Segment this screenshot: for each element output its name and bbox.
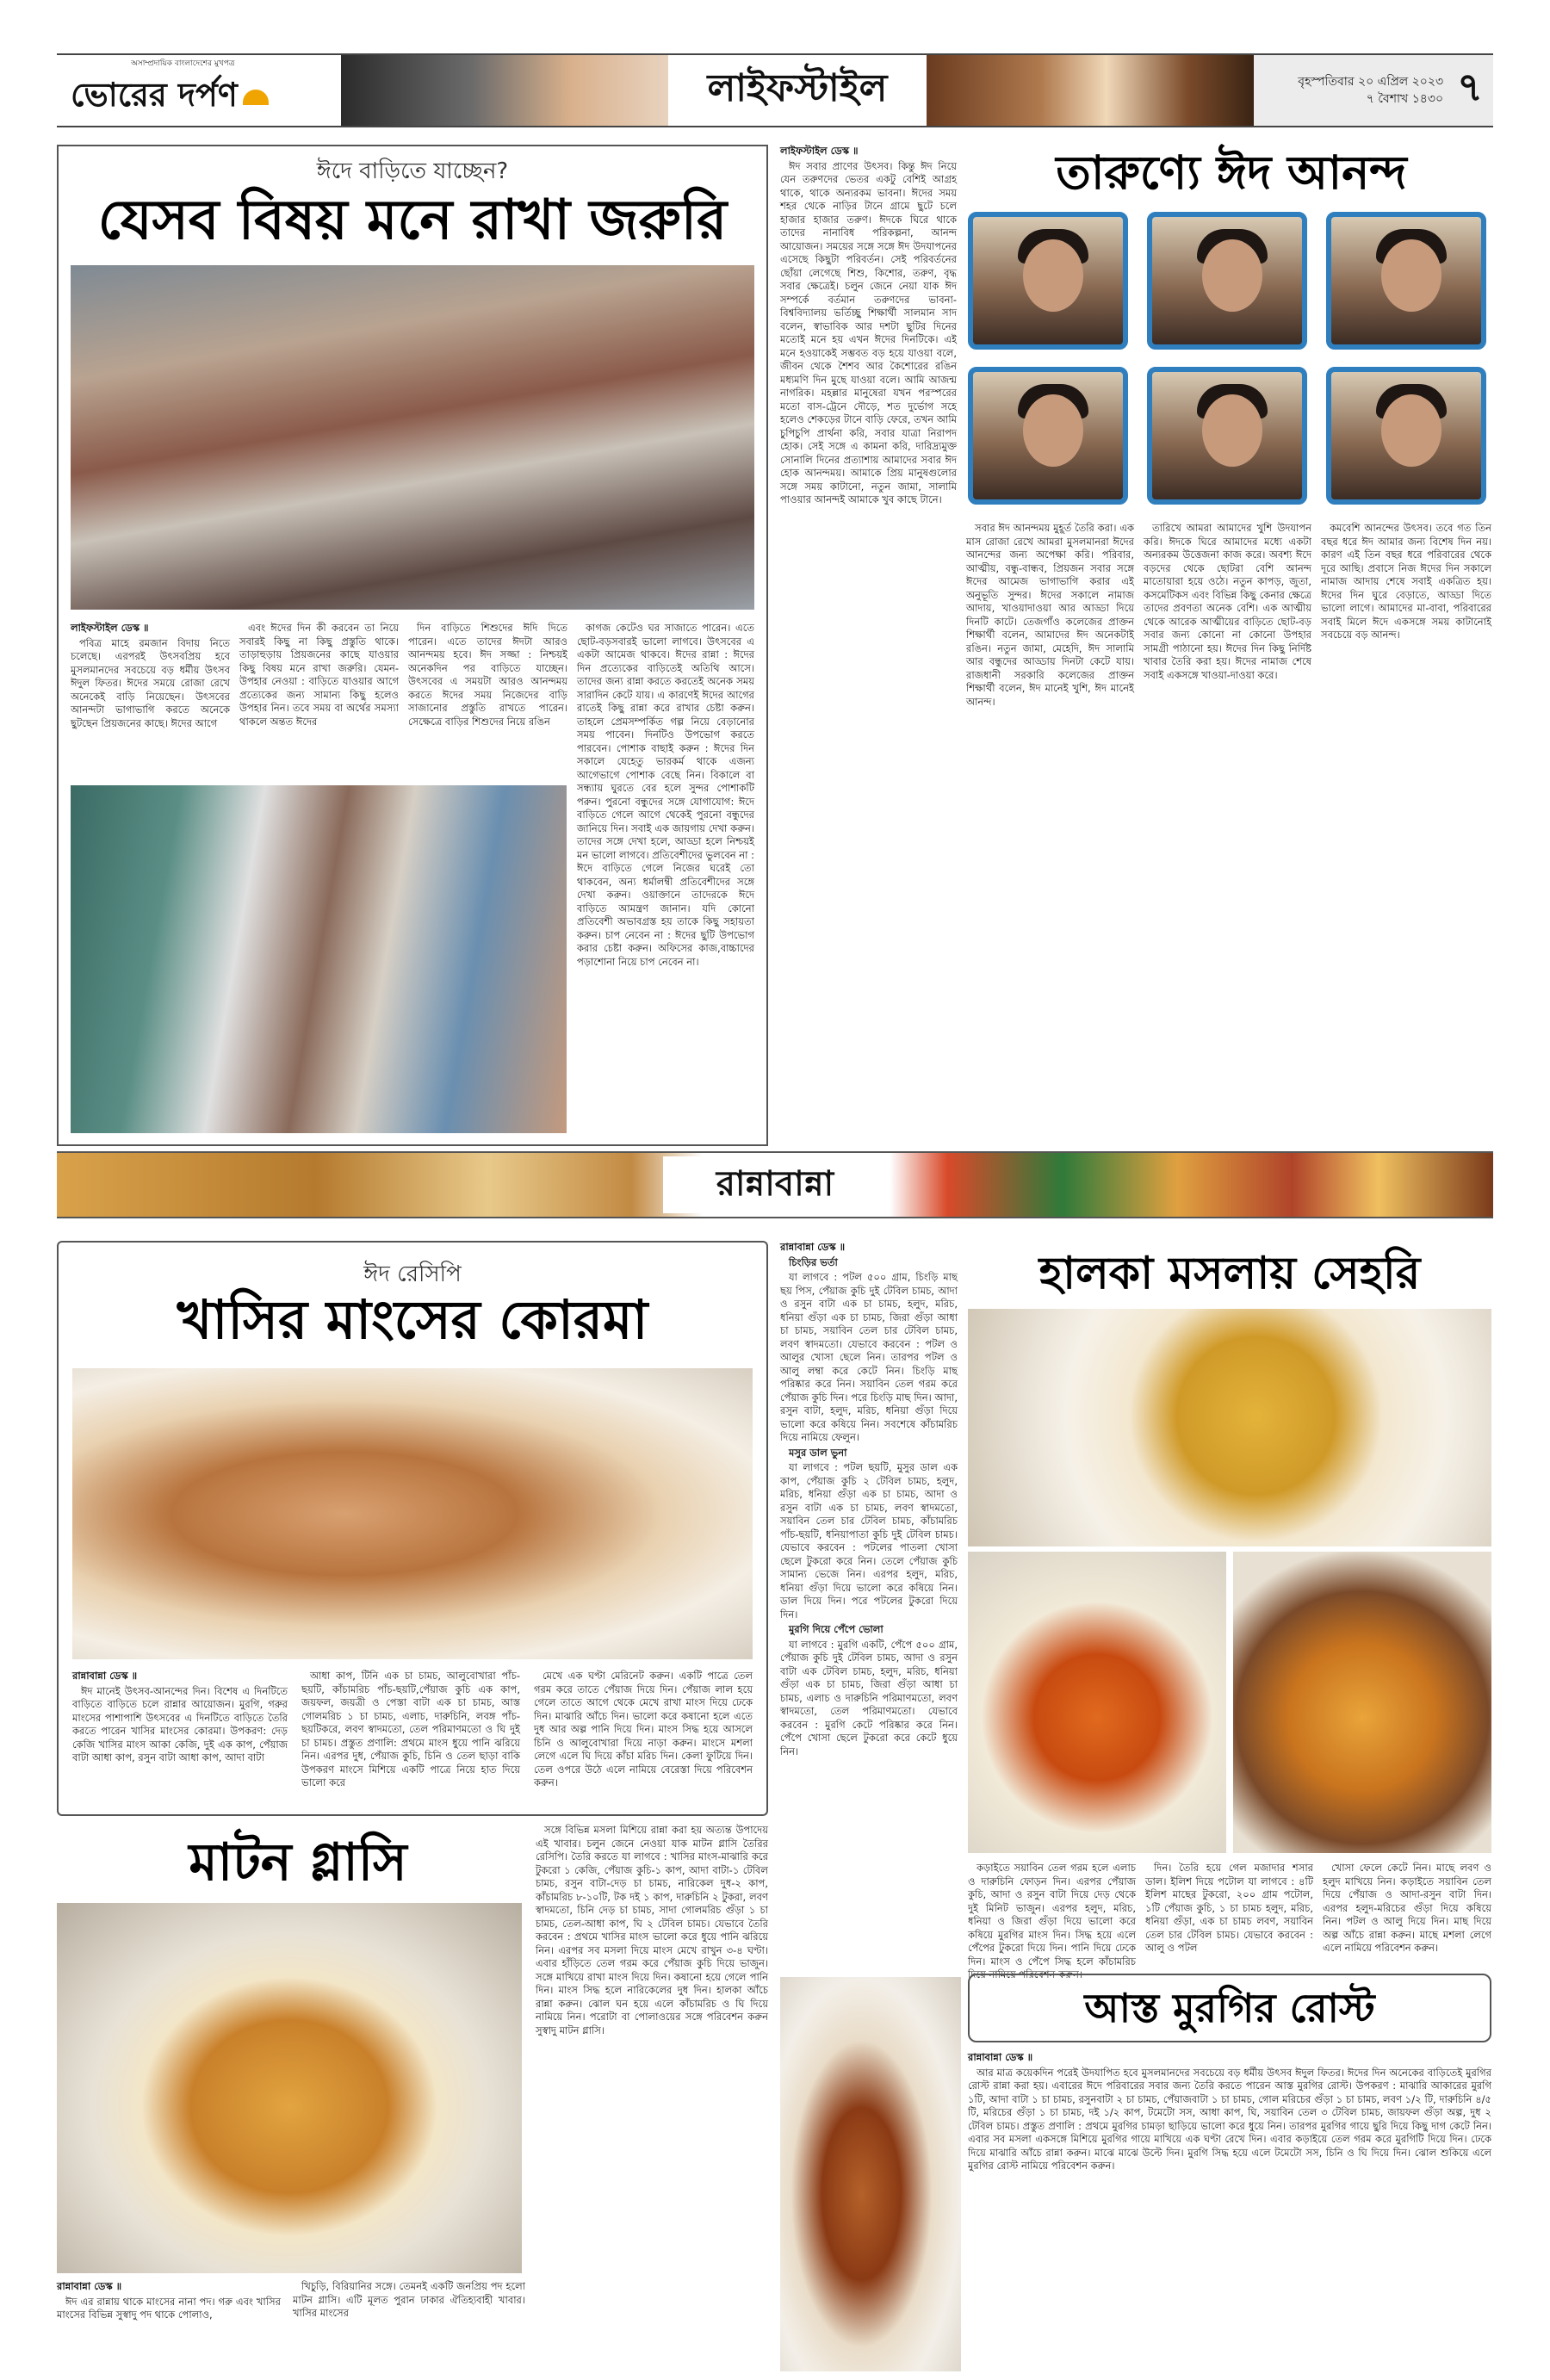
- recipe-text: খোসা ফেলে কেটে নিন। মাছে লবণ ও হলুদ মাখিয়ে নিন। কড়াইতে সয়াবিন তেল দিয়ে পেঁয়াজ ও আদা-রসুন বাটা দিন। এরপর হলুদ-মরিচের গুঁড়া দিয়ে কষিয়ে নিন। পটল ও আলু দিয়ে দিন। মাছ দিয়ে অল্প আঁচে রান্না করুন। মাছে মশলা লেগে এলে নামিয়ে পরিবেশন করুন।: [1323, 1862, 1491, 1954]
- portrait-photo: [968, 367, 1128, 505]
- recipe-headline-sehri: হালকা মসলায় সেহরি: [1038, 1247, 1421, 1299]
- article-column-1: [71, 622, 230, 777]
- date-bengali: ৭ বৈশাখ ১৪৩০: [1366, 92, 1444, 106]
- logo-tagline: অসাম্প্রদায়িক বাংলাদেশের মুখপত্র: [131, 59, 235, 68]
- sun-icon: [243, 90, 269, 105]
- recipe-mutton-column-2: [293, 2280, 525, 2371]
- article-text: সবার ঈদ আনন্দময় মুহূর্ত তৈরি করা। এক মাস রোজা রেখে আমরা মুসলমানরা ঈদের আনন্দের জন্য অপেক্ষা করি। পরিবার, আত্মীয়, বন্ধু-বান্ধব, প্রিয়জন সবার সঙ্গে ঈদের আমেজ ভাগাভাগি করার এই অনুভূতি সুন্দর। ঈদের সকালে নামাজ আদায়, খাওয়াদাওয়া আর আড্ডা দিয়ে দিনটি কাটে। তেজগাঁও কলেজের প্রাক্তন শিক্ষার্থী বলেন, আমাদের ঈদ অনেকটাই রঙিন। নতুন জামা, মেহেদি, ঈদ সালামি আর বন্ধুদের আড্ডায় দিনটা কেটে যায়। রাজধানী সরকারি কলেজের প্রাক্তন শিক্ষার্থী বলেন, ঈদ মানেই খুশি, ঈদ মানেই আনন্দ।: [966, 522, 1134, 708]
- recipe-text: আধা কাপ, টিনি এক চা চামচ, আলুবোখারা পাঁচ-ছয়টি, কাঁচামরিচ পাঁচ-ছয়টি,পেঁয়াজ কুচি এক কাপ, জয়ফল, জয়ত্রী ও পেস্তা বাটা এক চা চামচ, আস্ত গোলমরিচ ১ চা চামচ, এলাচ, দারুচিনি, লবঙ্গ পাঁচ-ছয়টিকরে, লবণ স্বাদমতো, তেল পরিমাণমতো ও ঘি দুই চা চামচ। প্রস্তুত প্রণালি: প্রথমে মাংস ধুয়ে পানি ঝরিয়ে নিন। এরপর দুধ, পেঁয়াজ কুচি, চিনি ও তেল ছাড়া বাকি উপকরণ মাংসে মিশিয়ে একটি পাত্রে নিয়ে হাত দিয়ে ভালো করে: [301, 1670, 520, 1788]
- recipe-subtitle: মুরগি দিয়ে পেঁপে ভোলা: [789, 1623, 884, 1635]
- photo-prawn-curry: [968, 1552, 1226, 1853]
- recipe-column-2: [301, 1670, 520, 1809]
- photo-train-station-crowd: [71, 265, 754, 610]
- recipe-byline: রান্নাবান্না ডেস্ক ॥: [72, 1670, 138, 1682]
- article-youth-eid-column-2: [966, 522, 1134, 1144]
- recipe-sehri-column-2: [1145, 1862, 1313, 1963]
- masthead: [57, 53, 1493, 127]
- recipe-column-middle: [780, 1241, 958, 1955]
- article-text: তারিখে আমরা আমাদের খুশি উদযাপন করি। ঈদকে ঘিরে আমাদের মধ্যে একটা অন্যরকম উত্তেজনা কাজ করে। অবশ্য ঈদে বড়দের থেকে ছোটরা বেশি আনন্দ মাতোয়ারা হয়ে ওঠে। নতুন কাপড়, জুতা, কসমেটিকস এবং বিভিন্ন কিছু কেনার ক্ষেত্রে তাদের প্রবণতা অনেক বেশি। এক আত্মীয় থেকে আরেক আত্মীয়ের বাড়িতে ছোট-বড় সবার জন্য কোনো না কোনো উপহার সামগ্রী পাঠানো হয়। ঈদের দিন কিছু নির্দিষ্ট খাবার তৈরি করা হয়। ঈদের নামাজ শেষে সবাই একসঙ্গে খাওয়া-দাওয়া করে।: [1144, 522, 1311, 681]
- recipe-text: সঙ্গে বিভিন্ন মসলা মিশিয়ে রান্না করা হয় অত্যন্ত উপাদেয় এই খাবার। চলুন জেনে নেওয়া যাক মাটন গ্লাসি তৈরির রেসিপি। তৈরি করতে যা লাগবে : খাসির মাংস-মাঝারি করে টুকরো ১ কেজি, পেঁয়াজ কুচি-১ কাপ, আদা বাটা-১ টেবিল চামচ, রসুন বাটা-দেড় চা চামচ, নারিকেল দুধ-২ কাপ, কাঁচামরিচ ৮-১০টি, টক দই ১ কাপ, দারুচিনি ২ টুকরা, লবণ স্বাদমতো, চিনি দেড় চা চামচ, সাদা গোলমরিচ গুঁড়া ১ চা চামচ, তেল-আধা কাপ, ঘি ২ টেবিল চামচ। যেভাবে তৈরি করবেন : প্রথমে খাসির মাংস ভালো করে ধুয়ে পানি ঝরিয়ে নিন। এরপর সব মসলা দিয়ে মাংস মেখে রাখুন ৩-৪ ঘণ্টা। এবার হাঁড়িতে তেল গরম করে পেঁয়াজ কুচি দিয়ে ভাজুন। সঙ্গে মাখিয়ে রাখা মাংস দিয়ে দিন। কষানো হয়ে গেলে পানি দিন। মাংস সিদ্ধ হলে নারিকেলের দুধ দিন। হালকা আঁচে রান্না করুন। ঝোল ঘন হয়ে এলে কাঁচামরিচ ও ঘি দিয়ে নামিয়ে নিন। পরোটা বা পোলাওয়ের সঙ্গে পরিবেশন করুন সুস্বাদু মাটন গ্লাসি।: [536, 1824, 768, 2036]
- recipe-mutton-column-1: [57, 2280, 281, 2371]
- portrait-photo: [1326, 212, 1486, 350]
- date-box: [1254, 55, 1493, 126]
- recipe-text: দিন। তৈরি হয়ে গেল মজাদার শসার ডাল। ইলিশ দিয়ে পটোল যা লাগবে : ৪টি ইলিশ মাছের টুকরো, ২০০ গ্রাম পটোল, ১টি পেঁয়াজ কুচি, ১ চা চামচ হলুদ, মরিচ, ধনিয়া গুঁড়া, এক চা চামচ লবণ, সয়াবিন তেল চার টেবিল চামচ। যেভাবে করবেন : আলু ও পটল: [1145, 1862, 1313, 1954]
- portrait-grid: [964, 210, 1491, 511]
- recipe-text: খিচুড়ি, বিরিয়ানির সঙ্গে। তেমনই একটি জনপ্রিয় পদ হলো মাটন গ্লাসি। এটি মূলত পুরান ঢাকার ঐতিহ্যবাহী খাবার। খাসির মাংসের: [293, 2280, 525, 2319]
- recipe-headline-box: [968, 1974, 1491, 2042]
- recipe-byline: রান্নাবান্না ডেস্ক ॥: [57, 2280, 122, 2292]
- section-title: লাইফস্টাইল: [668, 55, 927, 126]
- recipe-text: যা লাগবে : পটল ছয়টি, মুসুর ডাল এক কাপ, পেঁয়াজ কুচি ২ টেবিল চামচ, হলুদ, মরিচ, ধনিয়া গুঁড়া এক চা চামচ, আদা ও রসুন বাটা এক চা চামচ, লবণ স্বাদমতো, সয়াবিন তেল চার টেবিল চামচ, কাঁচামরিচ পাঁচ-ছয়টি, ধনিয়াপাতা কুচি দুই টেবিল চামচ। যেভাবে করবেন : পটলের পাতলা খোসা ছেলে টুকরো করে নিন। তেলে পেঁয়াজ কুচি সামান্য ভেজে নিন। এরপর হলুদ, মরিচ, ধনিয়া গুঁড়া দিয়ে ভালো করে কষিয়ে নিন। ডাল দিয়ে দিন। পরে পটলের টুকরো দিয়ে দিন।: [780, 1461, 958, 1621]
- article-text: কাগজ কেটেও ঘর সাজাতে পারেন। এতে ছোট-বড়সবারই ভালো লাগবে। উৎসবের এ একটা আমেজ থাকবে। ঈদের রান্না : ঈদের দিন প্রত্যেকের বাড়িতেই অতিথি আসে। তাদের জন্য রান্না করতে করতেই অনেক সময় সারাদিন কেটে যায়। এ কারণেই ঈদের আগের রাতেই কিছু রান্না করে রাখার চেষ্টা করুন। তাহলে প্রেমসম্পর্কিত গল্প নিয়ে বেড়ানোর সময় পাবেন। দিনটিও উপভোগ করতে পারবেন। পোশাক বাছাই করুন : ঈদের দিন সকালে যেহেতু ভারকর্ম থাকে এজন্য আগেভাগে পোশাক বেছে নিন। বিকালে বা সন্ধ্যায় ঘুরতে বের হলে সুন্দর পোশাকটি পরুন। পুরনো বন্ধুদের সঙ্গে যোগাযোগ: ঈদে বাড়িতে গেলে আগে থেকেই পুরনো বন্ধুদের জানিয়ে দিন। সবাই এক জায়গায় দেখা করুন। তাদের সঙ্গে দেখা হলে, আড্ডা হলে নিশ্চয়ই মন ভালো লাগবে। প্রতিবেশীদের ভুলবেন না : ঈদে বাড়িতে গেলে নিজের ঘরেই তো থাকবেন, অন্য ধর্মালম্বী প্রতিবেশীদের সঙ্গে দেখা করুন। ওয়াক্তানে তাদেরকে ঈদে বাড়িতে আমন্ত্রণ জানান। যদি কোনো প্রতিবেশী অভাবগ্রস্ত হয় তাকে কিছু সহায়তা করুন। চাপ নেবেন না : ঈদের ছুটি উপভোগ করার চেষ্টা করুন। অফিসের কাজ,বাচ্চাদের পড়াশোনা নিয়ে চাপ নেবেন না।: [577, 622, 754, 968]
- article-column-2: [239, 622, 399, 777]
- masthead-photo-right: [927, 55, 1254, 126]
- recipe-byline: রান্নাবান্না ডেস্ক ॥: [780, 1241, 846, 1253]
- recipe-text: যা লাগবে : মুরগি একটি, পেঁপে ৫০০ গ্রাম, পেঁয়াজ কুচি দুই টেবিল চামচ, আদা ও রসুন বাটা এক টেবিল চামচ, হলুদ, মরিচ, ধনিয়া গুঁড়া এক চা চামচ, জিরা গুঁড়া আধা চা চামচ, এলাচ ও দারুচিনি পরিমাণমতো, লবণ স্বাদমতো, তেল পরিমাণমতো। যেভাবে করবেন : মুরগি কেটে পরিষ্কার করে নিন। পেঁপে খোসা ছেলে টুকরো করে কেটে ধুয়ে নিন।: [780, 1638, 958, 1757]
- recipe-sehri-column-1: [968, 1862, 1136, 1980]
- recipe-subtitle: চিংড়ির ভর্তা: [789, 1255, 838, 1268]
- recipe-text: ঈদ মানেই উৎসব-আনন্দের দিন। বিশেষ এ দিনটিতে বাড়িতে বাড়িতে চলে রান্নার আয়োজন। মুরগি, গরুর মাংসের পাশাপাশি উৎসবের এ দিনটিতে বাড়িতে তৈরি করতে পারেন খাসির মাংসের কোরমা। উপকরণ: দেড় কেজি খাসির মাংস আকা কেজি, দুই এক কাপ, পেঁয়াজ বাটা আধা কাপ, রসুন বাটা আধা কাপ, আদা বাটা: [72, 1684, 288, 1763]
- recipe-section-title: রান্নাবান্না: [663, 1156, 887, 1213]
- recipe-text: আর মাত্র কয়েকদিন পরেই উদযাপিত হবে মুসলমানদের সবচেয়ে বড় ধর্মীয় উৎসব ঈদুল ফিতর। ঈদের দিন অনেকের বাড়িতেই মুরগির রোস্ট রান্না করা হয়। এবারের ঈদে পরিবারের সবার জন্য তৈরি করতে পারেন আস্ত মুরগির রোস্ট। উপকরণ : মাঝারি আকারের মুরগি ১টি, আদা বাটা ১ চা চামচ, রসুনবাটা ২ চা চামচ, পেঁয়াজবাটা ১ চা চামচ, গোল মরিচের গুঁড়া ১ চা চামচ, লবণ ১/২ টি, দারুচিনি ৪/৫ টি, মরিচের গুঁড়া ১ চা চামচ, দই ১/২ কাপ, টমেটো সস, আধা কাপ, ঘি, সয়াবিন তেল ৩ টেবিল চামচ, জায়ফল গুঁড়া অল্প, দুধ ২ টেবিল চামচ। প্রস্তুত প্রণালি : প্রথমে মুরগির চামড়া ছাড়িয়ে ভালো করে ধুয়ে নিন। তারপর মুরগির গায়ে ছুরি দিয়ে কিছু দাগ কেটে নিন। এবার সব মসলা একসঙ্গে মিশিয়ে মুরগির গায়ে মাখিয়ে এক ঘণ্টা রেখে দিন। এবার কড়াইয়ে তেল গরম করে মুরগিটি দিয়ে দিন। ঢেকে দিয়ে মাঝারি আঁচে রান্না করুন। মাঝে মাঝে উল্টে দিন। মুরগি সিদ্ধ হয়ে এলে টমেটো সস, চিনি ও ঘি দিয়ে দিন। ঝোল শুকিয়ে এলে মুরগির রোস্ট নামিয়ে পরিবেশন করুন।: [968, 2066, 1491, 2172]
- recipe-text: ঈদ এর রান্নায় থাকে মাংসের নানা পদ। গরু এবং খাসির মাংসের বিভিন্ন সুস্বাদু পদ থাকে পোলাও,: [57, 2295, 281, 2321]
- recipe-headline-chicken-roast: আস্ত মুরগির রোস্ট: [1084, 1985, 1375, 2031]
- photo-mutton-korma: [72, 1368, 753, 1659]
- article-column-3: [408, 622, 567, 777]
- masthead-photo-left: [341, 55, 668, 126]
- date-gregorian: বৃহস্পতিবার ২০ এপ্রিল ২০২৩: [1298, 75, 1444, 89]
- recipe-chicken-column: [968, 2051, 1491, 2371]
- photo-chicken-roast: [780, 1977, 961, 2371]
- portrait-photo: [1326, 367, 1486, 505]
- article-column-4: [577, 622, 754, 1138]
- article-youth-eid-column-1: [780, 145, 957, 1144]
- recipe-sehri-column-3: [1323, 1862, 1491, 1963]
- article-headline: যেসব বিষয় মনে রাখা জরুরি: [97, 188, 728, 252]
- article-byline: লাইফস্টাইল ডেস্ক ॥: [71, 622, 149, 634]
- article-text: দিন বাড়িতে শিশুদের ঈদি দিতে পারেন। এতে তাদের ঈদটা আরও আনন্দময় হবে। ঈদ সজ্জা : নিশ্চয়ই অনেকদিন পর বাড়িতে যাচ্ছেন। উৎসবের এ সময়টা আরও আনন্দময় করতে ঈদের সময় নিজেদের বাড়ি সাজানোর প্রস্তুতি রাখতে পারেন। সেক্ষেত্রে বাড়ির শিশুদের নিয়ে রঙিন: [408, 622, 567, 728]
- photo-fish-curry: [1233, 1552, 1491, 1853]
- recipe-text: কড়াইতে সয়াবিন তেল গরম হলে এলাচ ও দারুচিনি ফোড়ন দিন। এরপর পেঁয়াজ কুচি, আদা ও রসুন বাটা দিয়ে দেড় থেকে দুই মিনিট ভাজুন। এরপর হলুদ, মরিচ, ধনিয়া ও জিরা গুঁড়া দিয়ে ভালো করে কষিয়ে মুরগির মাংস দিন। সিদ্ধ হয়ে এলে পেঁপের টুকরো দিয়ে দিন। পানি দিয়ে ঢেকে দিন। মাংস ও পেঁপে সিদ্ধ হলে কাঁচামরিচ দিয়ে নামিয়ে পরিবেশন করুন।: [968, 1862, 1136, 1980]
- recipe-kicker: ঈদ রেসিপি: [363, 1261, 462, 1287]
- article-youth-eid-column-3: [1144, 522, 1311, 1144]
- article-youth-eid-column-4: [1321, 522, 1491, 1144]
- logo-name: [71, 70, 341, 125]
- newspaper-logo[interactable]: [57, 55, 341, 126]
- photo-dal-bowl: [968, 1309, 1491, 1546]
- recipe-subtitle: মসুর ডাল ভুনা: [789, 1446, 847, 1459]
- portrait-photo: [968, 212, 1128, 350]
- portrait-photo: [1147, 212, 1307, 350]
- article-text: পবিত্র মাহে রমজান বিদায় নিতে চলেছে। এরপরই উৎসবপ্রিয় হবে মুসলমানদের সবচেয়ে বড় ধর্মীয় উৎসব ঈদুল ফিতর। ঈদের সময়ে রোজা রেখে অনেকেই বাড়ি নিয়েছেন। উৎসবের আনন্দটা ভাগাভাগি করতে অনেকে ছুটছেন প্রিয়জনের কাছে। ঈদের আগে: [71, 636, 230, 729]
- article-byline: লাইফস্টাইল ডেস্ক ॥: [780, 145, 859, 157]
- article-text: কমবেশি আনন্দের উৎসব। তবে গত তিন বছর ধরে ঈদ আমার জন্য বিশেষ দিন নয়। কারণ এই তিন বছর ধরে পরিবারের থেকে দূরে আছি। প্রবাসে নিজ ঈদের দিন সকালে নামাজ আদায় শেষে সবাই একত্রিত হয়। ঈদের দিন ঘুরে বেড়াতে, আড্ডা দিতে ভালো লাগে। আমাদের মা-বাবা, পরিবারের সবাই মিলে ঈদে একসঙ্গে সময় কাটানোই সবচেয়ে বড় আনন্দ।: [1321, 522, 1491, 641]
- recipe-text: মেখে এক ঘণ্টা মেরিনেট করুন। একটি পাত্রে তেল গরম করে তাতে পেঁয়াজ দিয়ে দিন। পেঁয়াজ লাল হয়ে গেলে তাতে আগে থেকে মেখে রাখা মাংস দিয়ে ঢেকে দিন। মাঝারি আঁচে দিন। ভালো করে কষানো হলে এতে দুধ আর অল্প পানি দিয়ে দিন। মাংস সিদ্ধ হয়ে আসলে চিনি ও আলুবোখারা দিয়ে নাড়া করুন। মাংসে মশলা লেগে এলে ঘি দিয়ে কাঁচা মরিচ দিন। কেলা ফুটিয়ে দিন। তেল ওপরে উঠে এলে নামিয়ে বেরেস্তা দিয়ে পরিবেশন করুন।: [534, 1670, 753, 1788]
- recipe-mutton-column-3: [536, 1824, 768, 2371]
- portrait-photo: [1147, 367, 1307, 505]
- photo-mutton-glassy: [57, 1903, 522, 2273]
- recipe-column-1: [72, 1670, 288, 1809]
- article-kicker: ঈদে বাড়িতে যাচ্ছেন?: [316, 158, 509, 184]
- article-text: ঈদ সবার প্রাণের উৎসব। কিন্তু ঈদ নিয়ে যেন তরুণদের ভেতর একটু বেশিই আগ্রহ থাকে, থাকে অন্যরকম ভাবনা। ঈদের সময় শহর থেকে নাড়ির টানে গ্রামে ছুটে চলে হাজার হাজার তরুণ। ঈদকে ঘিরে থাকে তাদের নানাবিধ পরিকল্পনা, আনন্দ আয়োজন। সময়ের সঙ্গে সঙ্গে ঈদ উদযাপনের এসেছে কিছুটা পরিবর্তন। সেই পরিবর্তনের ছোঁয়া লেগেছে শিশু, কিশোর, তরুণ, বৃদ্ধ সবার ক্ষেত্রেই। চলুন জেনে নেয়া যাক ঈদ সম্পর্কে বর্তমান তরুণদের ভাবনা- বিশ্ববিদ্যালয় ভর্তিচ্ছু শিক্ষার্থী সালমান সাদ বলেন, স্বাভাবিক আর দশটা ছুটির দিনের মতোই মনে হয় এখন ঈদের দিনটিকে। এই মনে হওয়াকেই সম্ভবত বড় হয়ে যাওয়া বলে, জীবন থেকে শৈশব আর কৈশোরের রঙিন মধ্যমণি দিন মুছে যাওয়া বলে। আমি আজন্ম নাগরিক। মহল্লার মানুষেরা যখন পরস্পরের মতো বাস-ট্রেনে দৌড়ে, শত দুর্ভোগ সহে হলেও শেকড়ের টানে বাড়ি ফেরে, তখন আমি চুপিচুপি প্রার্থনা করি, সবার যাত্রা নিরাপদ হোক। সেই সঙ্গে এ কামনা করি, দারিদ্র্যমুক্ত সোনালি দিনের প্রত্যাশায় আমাদের সবার ঈদ হোক আনন্দময়। আমাকে প্রিয় মানুষগুলোর সঙ্গে সময় কাটানো, নতুন জামা, সালামি পাওয়ার আনন্দই আমাকে খুব কাছে টানে।: [780, 159, 957, 505]
- recipe-text: যা লাগবে : পটল ৫০০ গ্রাম, চিংড়ি মাছ ছয় পিস, পেঁয়াজ কুচি দুই টেবিল চামচ, আদা ও রসুন বাটা এক চা চামচ, হলুদ, মরিচ, ধনিয়া গুঁড়া এক চা চামচ, জিরা গুঁড়া আধা চা চামচ, সয়াবিন তেল চার টেবিল চামচ, লবণ স্বাদমতো। যেভাবে করবেন : পটল ও আলুর খোসা ছেলে নিন। তারপর পটল ও আলু লম্বা করে কেটে নিন। চিংড়ি মাছ পরিষ্কার করে নিন। সয়াবিন তেল গরম করে পেঁয়াজ কুচি দিন। পরে চিংড়ি মাছ দিন। আদা, রসুন বাটা, হলুদ, মরিচ, ধনিয়া গুঁড়া দিয়ে ভালো করে কষিয়ে নিন। সবশেষে কাঁচামরিচ দিয়ে নামিয়ে ফেলুন।: [780, 1271, 958, 1443]
- recipe-headline-mutton-glassy: মাটন গ্লাসি: [189, 1832, 407, 1893]
- article-text: এবং ঈদের দিন কী করবেন তা নিয়ে সবারই কিছু না কিছু প্রস্তুতি থাকে। তাড়াহুড়ায় প্রিয়জনের কাছে যাওয়ার কিছু বিষয় মনে রাখা জরুরি। যেমন- উপহার নেওয়া : বাড়িতে যাওয়ার আগে প্রত্যেকের জন্য সামান্য কিছু হলেও উপহার নিন। তবে সময় বা অর্থের সমস্যা থাকলে অন্তত ঈদের: [239, 622, 399, 728]
- photo-train-boarding: [71, 785, 567, 1133]
- logo-name-text: ভোরের দর্পণ: [71, 74, 238, 114]
- recipe-headline: খাসির মাংসের কোরমা: [177, 1288, 648, 1351]
- recipe-column-3: [534, 1670, 753, 1809]
- recipe-byline: রান্নাবান্না ডেস্ক ॥: [968, 2051, 1033, 2063]
- recipe-mutton-korma: [57, 1241, 768, 1816]
- page-number: ৭: [1457, 64, 1483, 110]
- article-headline-youth-eid: তারুণ্যে ঈদ আনন্দ: [1056, 145, 1407, 200]
- article-eid-travel: [57, 145, 768, 1146]
